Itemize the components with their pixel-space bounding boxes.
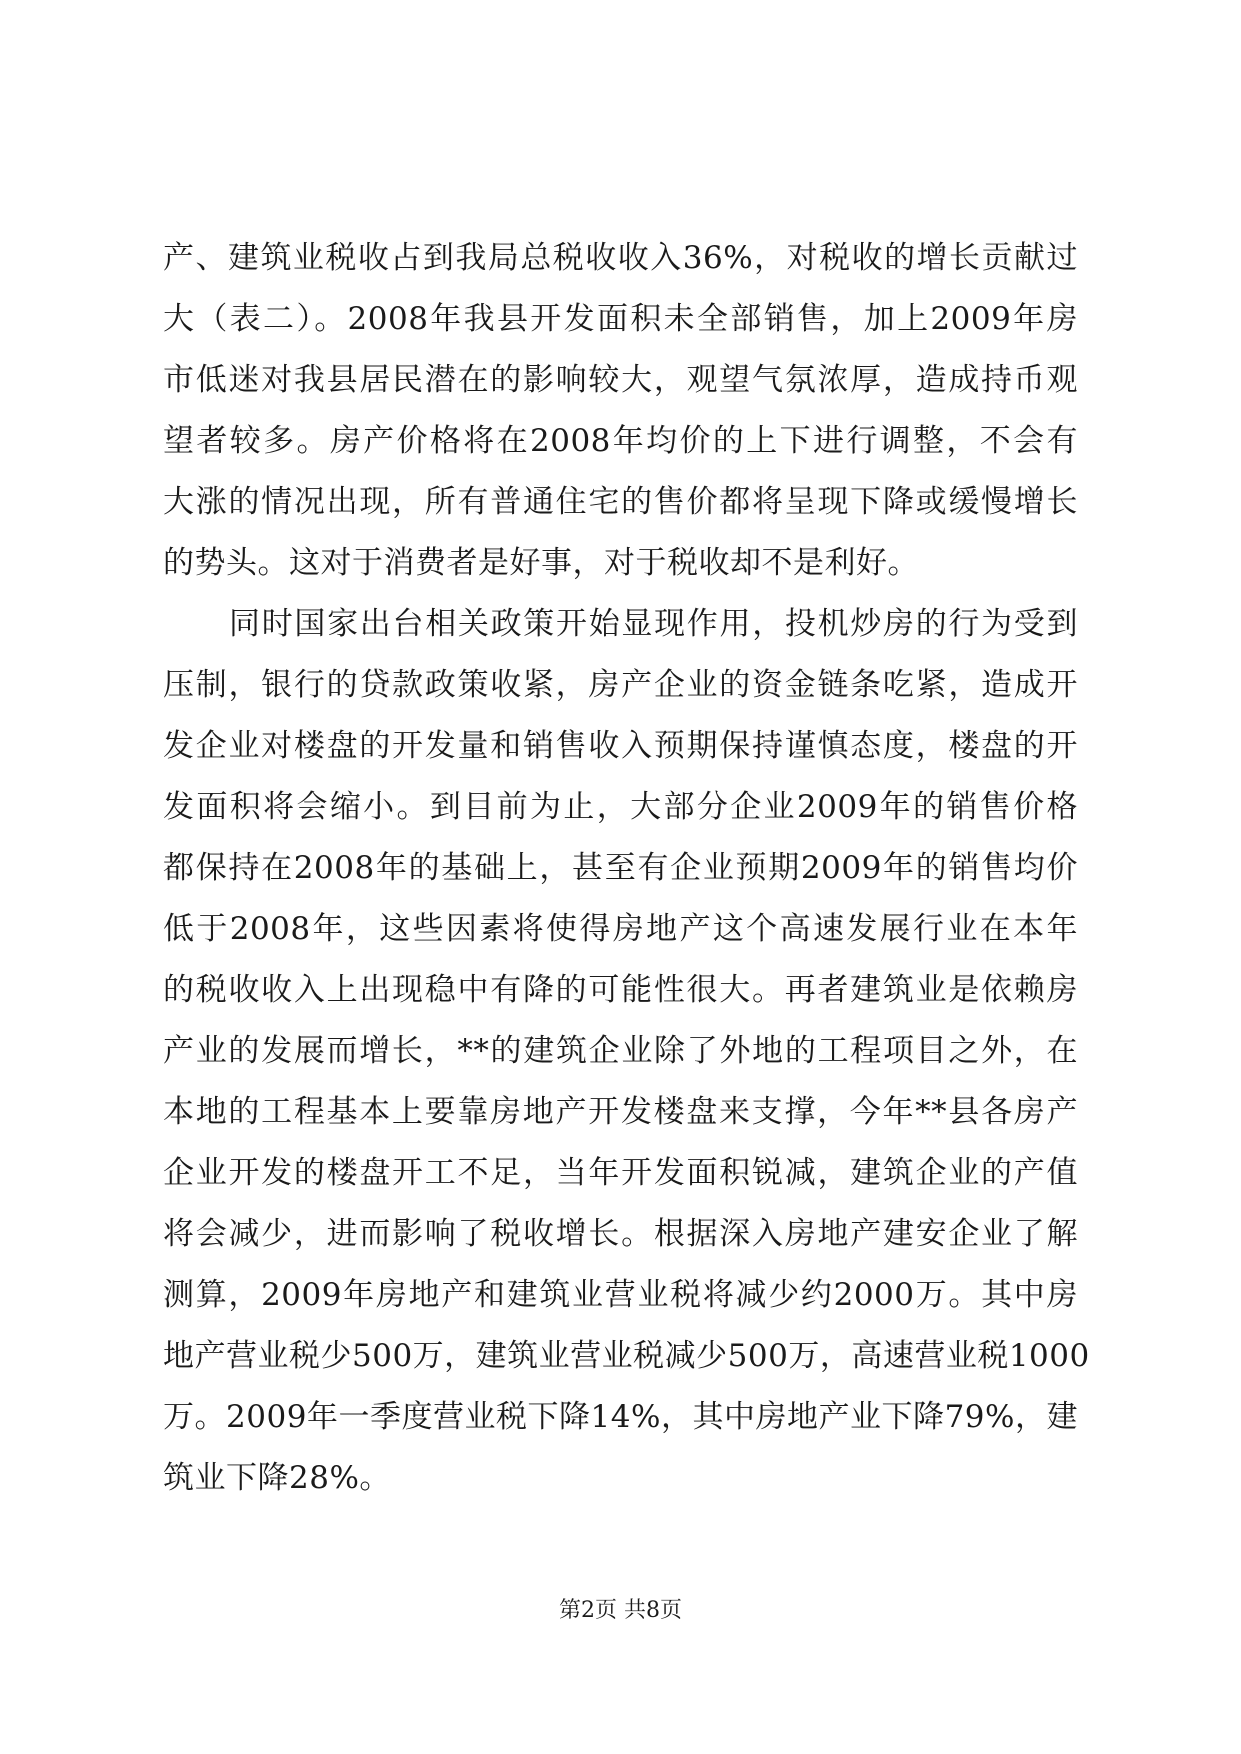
text-line: 同时国家出台相关政策开始显现作用，投机炒房的行为受到 bbox=[229, 606, 1078, 642]
text-line: 测算，2009年房地产和建筑业营业税将减少约2000万。其中房 bbox=[163, 1277, 1078, 1313]
text-line: 企业开发的楼盘开工不足，当年开发面积锐减，建筑企业的产值 bbox=[163, 1155, 1078, 1191]
text-line: 低于2008年，这些因素将使得房地产这个高速发展行业在本年 bbox=[163, 911, 1078, 947]
text-line: 将会减少，进而影响了税收增长。根据深入房地产建安企业了解 bbox=[163, 1216, 1078, 1252]
text-line: 地产营业税少500万，建筑业营业税减少500万，高速营业税1000 bbox=[163, 1338, 1090, 1374]
text-line: 发企业对楼盘的开发量和销售收入预期保持谨慎态度，楼盘的开 bbox=[163, 728, 1078, 764]
text-line: 产业的发展而增长，**的建筑企业除了外地的工程项目之外，在 bbox=[163, 1033, 1078, 1069]
text-line: 发面积将会缩小。到目前为止，大部分企业2009年的销售价格 bbox=[163, 789, 1078, 825]
text-line: 产、建筑业税收占到我局总税收收入36%，对税收的增长贡献过 bbox=[163, 240, 1078, 276]
text-line: 本地的工程基本上要靠房地产开发楼盘来支撑，今年**县各房产 bbox=[163, 1094, 1078, 1130]
text-line: 望者较多。房产价格将在2008年均价的上下进行调整，不会有 bbox=[163, 423, 1078, 459]
text-line: 的势头。这对于消费者是好事，对于税收却不是利好。 bbox=[163, 545, 919, 581]
text-line: 市低迷对我县居民潜在的影响较大，观望气氛浓厚，造成持币观 bbox=[163, 362, 1078, 398]
text-line: 大（表二）。2008年我县开发面积未全部销售，加上2009年房 bbox=[163, 301, 1078, 337]
text-line: 都保持在2008年的基础上，甚至有企业预期2009年的销售均价 bbox=[163, 850, 1078, 886]
body-text bbox=[163, 228, 1090, 1509]
text-line: 筑业下降28%。 bbox=[163, 1460, 391, 1496]
text-line: 大涨的情况出现，所有普通住宅的售价都将呈现下降或缓慢增长 bbox=[163, 484, 1078, 520]
text-line: 的税收收入上出现稳中有降的可能性很大。再者建筑业是依赖房 bbox=[163, 972, 1078, 1008]
text-line: 万。2009年一季度营业税下降14%，其中房地产业下降79%，建 bbox=[163, 1399, 1078, 1435]
text-line: 压制，银行的贷款政策收紧，房产企业的资金链条吃紧，造成开 bbox=[163, 667, 1078, 703]
page-footer: 第2页 共8页 bbox=[559, 1598, 682, 1623]
